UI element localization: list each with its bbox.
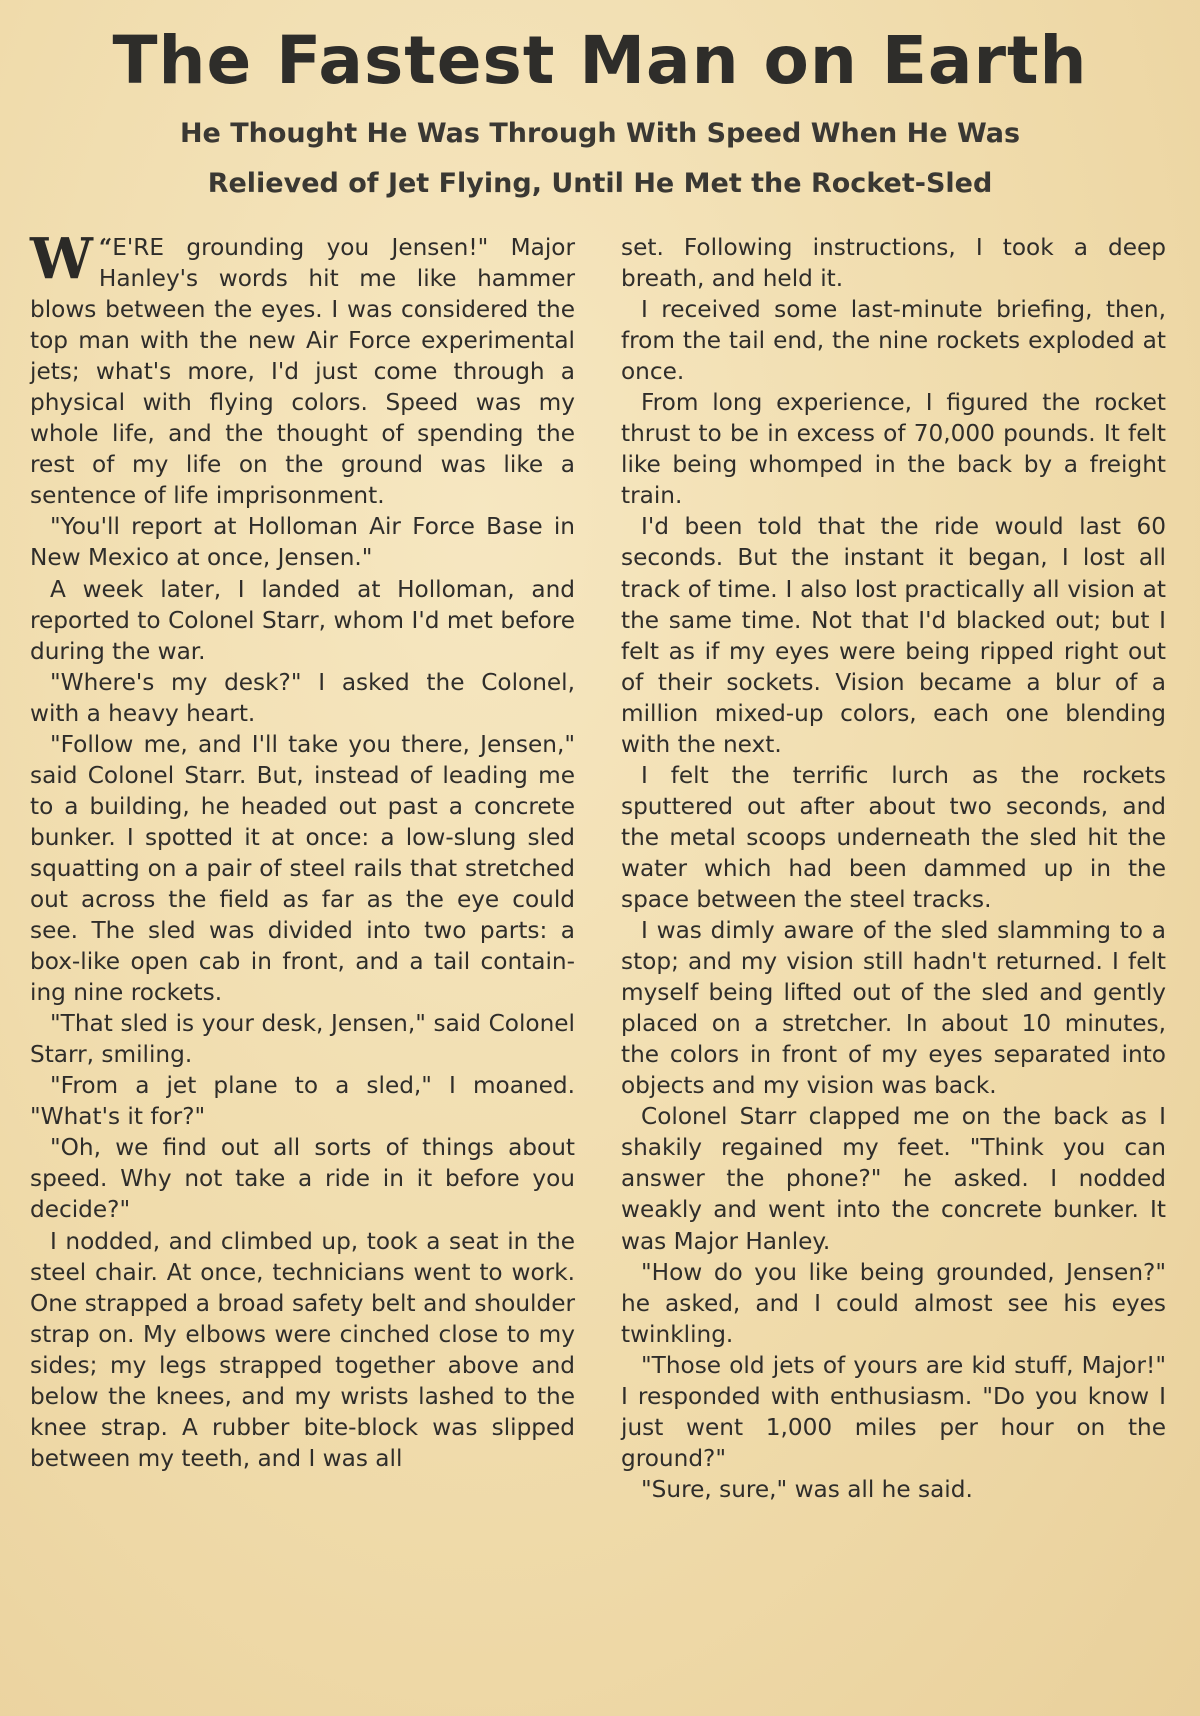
paragraph: I'd been told that the ride would last 60 seconds. But the instant it began, I lost all track of time. I also lost practically all vision at the same time. Not that I'd blacked out; but I felt as if my eyes were being ripped right out of their sockets. Vision became a blur of a million mixed-up colors, each one blending with the next. — [621, 513, 1166, 758]
paragraph: "You'll report at Holloman Air Force Base in New Mexico at once, Jensen." — [30, 513, 575, 572]
paragraph: From long experience, I figured the rocket thrust to be in excess of 70,000 pounds. It felt like being whomped in the back by a freight train. — [621, 389, 1166, 510]
paragraph: "Sure, sure," was all he said. — [641, 1475, 973, 1503]
paragraph-text: E'RE grounding you Jensen!" Major Hanley's words hit me like hammer blows between the eyes. I was considered the top man with the new Air Force experimental jets; what's more, I'd just come through a physical with flying colors. Speed was my whole life, and the thought of spending the rest of my life on the ground was like a sentence of life imprisonment. — [30, 234, 575, 510]
left-column — [30, 226, 575, 1474]
paragraph: "How do you like being grounded, Jensen?" he asked, and I could almost see his eyes twinkling. — [621, 1258, 1166, 1348]
paragraph: "Oh, we find out all sorts of things about speed. Why not take a ride in it before you decide?" — [30, 1134, 575, 1224]
right-column — [621, 232, 1166, 1505]
paragraph: "Where's my desk?" I asked the Colonel, with a heavy heart. — [30, 668, 575, 727]
paragraph: Colonel Starr clapped me on the back as I shakily regained my feet. "Think you can answer the phone?" he asked. I nodded weakly and went into the concrete bunker. It was Major Hanley. — [621, 1103, 1166, 1255]
paragraph: I nodded, and climbed up, took a seat in the steel chair. At once, technicians went to work. One strapped a broad safety belt and shoulder strap on. My elbows were cinched close to my sides; my legs strapped together above and below the knees, and my wrists lashed to the knee strap. A rubber bite-block was slipped between my teeth, and I was all — [30, 1227, 575, 1472]
paragraph — [30, 226, 575, 511]
paragraph: "From a jet plane to a sled," I moaned. "What's it for?" — [30, 1072, 575, 1131]
article-title: The Fastest Man on Earth — [112, 22, 1088, 99]
paragraph: set. Following instructions, I took a deep breath, and held it. — [621, 234, 1166, 293]
paragraph: "Follow me, and I'll take you there, Jensen," said Colonel Starr. But, instead of leading me to a building, he headed out past a concrete bunker. I spotted it at once: a low-slung sled squatting on a pair of steel rails that stretched out across the field as far as the eye could see. The sled was divided into two parts: a box-like open cab in front, and a tail containing nine rockets. — [30, 730, 575, 1007]
paragraph: "That sled is your desk, Jensen," said Colonel Starr, smiling. — [30, 1010, 575, 1069]
paragraph: "Those old jets of yours are kid stuff, Major!" I responded with enthusiasm. "Do you know I just went 1,000 miles per hour on the ground?" — [621, 1351, 1166, 1472]
article-subtitle-line2: Relieved of Jet Flying, Until He Met the Rocket-Sled — [207, 168, 993, 199]
drop-cap: W — [30, 226, 93, 292]
article-subtitle-line1: He Thought He Was Through With Speed When He Was — [179, 118, 1021, 149]
paragraph: I was dimly aware of the sled slamming to a stop; and my vision still hadn't returned. I felt myself being lifted out of the sled and gently placed on a stretcher. In about 10 minutes, the colors in front of my eyes separated into objects and my vision was back. — [621, 917, 1166, 1100]
paragraph: A week later, I landed at Holloman, and reported to Colonel Starr, whom I'd met before during the war. — [30, 575, 575, 665]
paragraph: I felt the terrific lurch as the rockets sputtered out after about two seconds, and the metal scoops underneath the sled hit the water which had been dammed up in the space between the steel tracks. — [621, 761, 1166, 913]
opening-quote: “ — [98, 234, 113, 261]
paragraph: I received some last-minute briefing, then, from the tail end, the nine rockets exploded at once. — [621, 296, 1166, 386]
